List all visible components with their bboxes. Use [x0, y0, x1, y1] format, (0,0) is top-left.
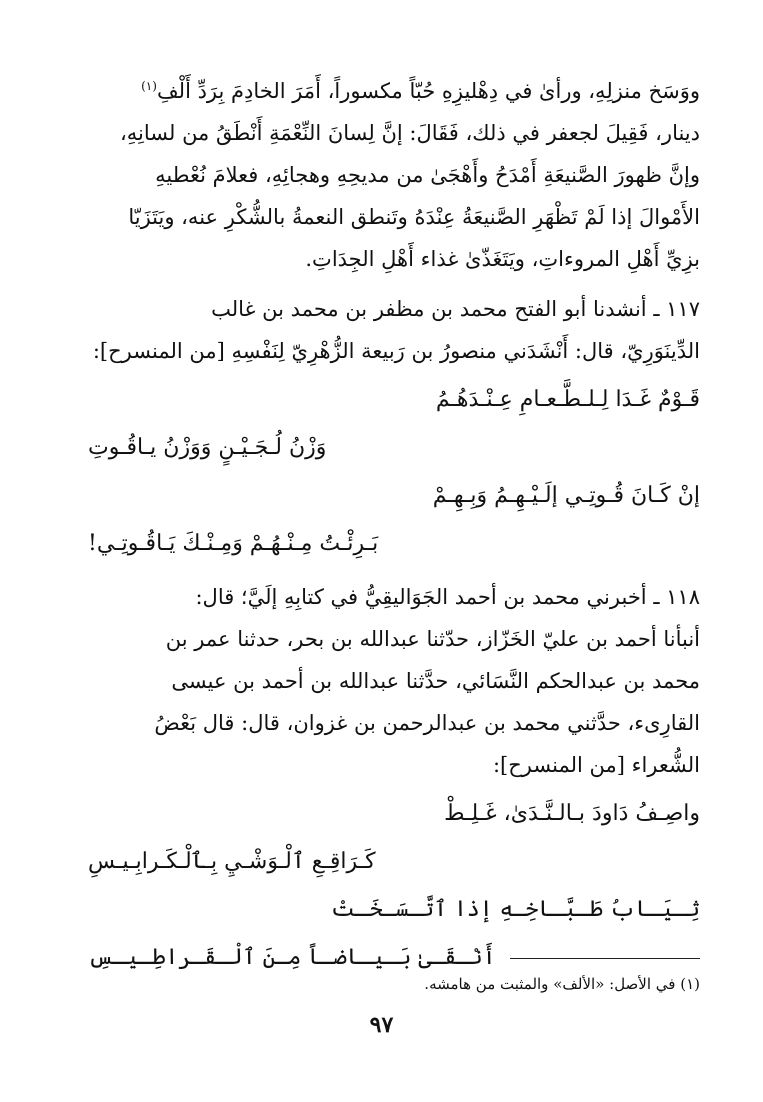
verse-line: أَنْـقَـىٰ بَـيـاضـاً مِـنَ ٱلْـقَـراطِـيـسِ: [88, 945, 496, 970]
intro-line-2: دينار، فَقِيلَ لجعفر في ذلك، فَقَالَ: إنَّ لِسانَ النِّعْمَةِ أَنْطَقُ من لسانِهِ،: [119, 121, 700, 145]
verse-line: واصِـفُ دَاودَ بـالـنَّـدَىٰ، غَـلِـطْ: [444, 801, 700, 826]
page-number: ٩٧: [369, 1012, 394, 1038]
verse-line: وَزْنُ لُـجَـيْـنٍ وَوَزْنُ يـاقُـوتِ: [88, 435, 327, 460]
entry-118: [88, 576, 700, 982]
footnote-reference: (١): [141, 79, 157, 93]
entry-118-line-1: ١١٨ ـ أخبرني محمد بن أحمد الجَوَاليقِيُّ في كتابِهِ إلَيَّ؛ قال:: [195, 585, 700, 609]
entry-117-line-1: ١١٧ ـ أنشدنا أبو الفتح محمد بن مظفر بن محمد بن غالب: [211, 297, 700, 321]
verse-line: كَـرَاقِـعِ ٱلْـوَشْـيِ بِـٱلْـكَـرابِـيـسِ: [88, 849, 376, 874]
intro-line-4: الأَمْوالَ إذا لَمْ تَظْهَرِ الصَّنيعَةُ عِنْدَهُ وتَنطق النعمةُ بالشُّكْرِ عنه، ويَتَزَيّا: [128, 205, 700, 229]
page-body: [88, 70, 700, 990]
intro-line-1: ووَسَخ منزلِهِ، ورأىٰ في دِهْليزِهِ حُبّاً مكسوراً، أَمَرَ الخادِمَ بِرَدِّ أَلْفِ$^{(١)}$: [141, 79, 700, 103]
entry-118-line-4: القارِىء، حدَّثني محمد بن عبدالرحمن بن غزوان، قال: قال بَعْضُ: [154, 711, 700, 735]
entry-118-line-3: محمد بن عبدالحكم النَّسَائي، حدَّثنا عبدالله بن أحمد بن عيسى: [171, 669, 700, 693]
intro-line-3: وإنَّ ظهورَ الصَّنيعَةِ أَمْدَحُ وأَهْجَىٰ من مديحِهِ وهجائِهِ، فعلامَ نُعْطيهِ: [155, 163, 700, 187]
footnote-divider: [510, 958, 700, 959]
intro-line-5: بزِيِّ أَهْلِ المروءاتِ، ويَتَغَذّىٰ غذاء أَهْلِ الجِدَاتِ.: [305, 247, 700, 271]
entry-117-poem: [88, 376, 700, 568]
verse-line: إنْ كَـانَ قُـوتِـي إلَـيْـهِـمُ وَبِـهِـمْ: [432, 483, 700, 508]
entry-118-line-2: أنبأنا أحمد بن عليّ الخَزّاز، حدّثنا عبدالله بن بحر، حدثنا عمر بن: [165, 627, 700, 651]
entry-118-line-5: الشُّعراء [من المنسرح]:: [492, 753, 700, 777]
entry-118-poem: [88, 790, 700, 982]
verse-line: بَـرِئْـتُ مِـنْـهُـمْ وَمِـنْـكَ يَـاقُـوتِـي!: [88, 531, 379, 556]
verse-line: قَـوْمٌ غَـدَا لِـلـطَّـعـامِ عِـنْـدَهُـمُ: [435, 387, 700, 412]
entry-117: [88, 288, 700, 568]
entry-117-line-2: الدِّينَوَرِيّ، قال: أَنْشَدَني منصورُ بن رَبيعة الزُّهْرِيّ لِنَفْسِهِ [من المنسرح]:: [92, 339, 700, 363]
verse-line: ثِـيَـابُ طَـبَّـاخِـهِ إذا ٱتَّـسَـخَـتْ: [330, 897, 700, 922]
intro-paragraph: [88, 70, 700, 280]
footnote-text: (١) في الأصل: «الألف» والمثبت من هامشه.: [424, 975, 700, 993]
